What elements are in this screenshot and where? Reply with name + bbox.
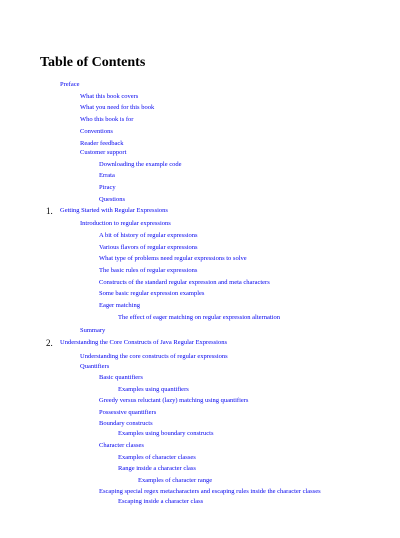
toc-link[interactable]: Introduction to regular expressions xyxy=(80,220,171,228)
toc-entry xyxy=(0,126,400,138)
toc-link-preface[interactable]: Preface xyxy=(60,81,80,88)
toc-entry xyxy=(0,170,400,182)
toc-entry xyxy=(0,475,400,487)
toc-link[interactable]: A bit of history of regular expressions xyxy=(99,231,198,239)
toc-entry xyxy=(0,182,400,194)
page-title: Table of Contents xyxy=(40,55,146,70)
toc-link[interactable]: Who this book is for xyxy=(80,116,134,124)
toc-entry xyxy=(0,362,400,372)
toc-link[interactable]: The basic rules of regular expressions xyxy=(99,266,198,274)
toc-entry xyxy=(0,463,400,475)
toc-entry xyxy=(0,440,400,452)
toc-entry-preface xyxy=(0,79,400,91)
toc-entry xyxy=(0,384,400,396)
toc-link[interactable]: Summary xyxy=(80,327,106,335)
toc-link[interactable]: Basic quantifiers xyxy=(99,374,143,381)
toc-link[interactable]: The effect of eager matching on regular expression alternation xyxy=(118,313,280,321)
toc-link[interactable]: Eager matching xyxy=(99,301,140,309)
toc-entry xyxy=(0,395,400,407)
toc-link[interactable]: Escaping inside a character class xyxy=(118,498,204,506)
chapter-number: 2. xyxy=(46,338,53,349)
toc-entry xyxy=(0,372,400,384)
toc-link[interactable]: Escaping special regex metacharacters and escaping rules inside the character classes xyxy=(99,487,321,495)
toc-entry xyxy=(0,496,400,508)
toc-entry xyxy=(0,253,400,265)
toc-entry xyxy=(0,487,400,497)
toc-entry xyxy=(0,147,400,159)
toc-entry xyxy=(0,452,400,464)
toc-entry xyxy=(0,407,400,419)
toc-link[interactable]: Examples using quantifiers xyxy=(118,385,189,393)
toc-entry xyxy=(0,159,400,171)
toc-link[interactable]: Conventions xyxy=(80,127,113,135)
toc-entry xyxy=(0,242,400,254)
toc-entry xyxy=(0,300,400,312)
toc-link[interactable]: Some basic regular expression examples xyxy=(99,290,205,298)
toc-entry xyxy=(0,351,400,363)
toc-link[interactable]: What this book covers xyxy=(80,92,139,100)
toc-entry xyxy=(0,277,400,289)
toc-link[interactable]: Examples using boundary constructs xyxy=(118,430,214,438)
toc-entry xyxy=(0,288,400,300)
toc-link[interactable]: Range inside a character class xyxy=(118,465,196,473)
toc-link[interactable]: Understanding the core constructs of regular expressions xyxy=(80,352,228,360)
toc-link[interactable]: Customer support xyxy=(80,149,127,157)
toc-entry xyxy=(0,419,400,429)
chapter-number: 1. xyxy=(46,206,53,217)
toc-chapter-2 xyxy=(0,337,400,350)
toc-chapter-1 xyxy=(0,205,400,218)
toc-entry xyxy=(0,325,400,337)
toc-entry xyxy=(0,91,400,103)
toc-link[interactable]: Downloading the example code xyxy=(99,160,182,168)
toc-entry xyxy=(0,218,400,230)
toc-link[interactable]: Greedy versus reluctant (lazy) matching using quantifiers xyxy=(99,397,249,405)
toc-link[interactable]: Errata xyxy=(99,172,115,180)
toc-link[interactable]: Constructs of the standard regular expression and meta characters xyxy=(99,278,270,286)
toc-link-chapter-2[interactable]: Understanding the Core Constructs of Java Regular Expressions xyxy=(60,339,227,347)
toc-link[interactable]: Various flavors of regular expressions xyxy=(99,243,198,251)
toc-link[interactable]: Possessive quantifiers xyxy=(99,409,157,417)
toc-link[interactable]: Piracy xyxy=(99,184,116,192)
toc-link[interactable]: What you need for this book xyxy=(80,104,155,112)
table-of-contents xyxy=(0,79,400,508)
toc-link[interactable]: Examples of character classes xyxy=(118,453,196,461)
toc-link[interactable]: Boundary constructs xyxy=(99,419,153,427)
toc-entry xyxy=(0,230,400,242)
toc-link[interactable]: Examples of character range xyxy=(138,477,213,485)
toc-entry xyxy=(0,265,400,277)
toc-link[interactable]: What type of problems need regular expressions to solve xyxy=(99,255,247,263)
toc-entry xyxy=(0,102,400,114)
toc-entry xyxy=(0,194,400,206)
toc-link[interactable]: Questions xyxy=(99,195,125,203)
toc-entry xyxy=(0,312,400,324)
toc-link-chapter-1[interactable]: Getting Started with Regular Expressions xyxy=(60,207,168,215)
toc-entry xyxy=(0,114,400,126)
toc-entry xyxy=(0,137,400,147)
toc-link[interactable]: Character classes xyxy=(99,442,144,450)
toc-link[interactable]: Quantifiers xyxy=(80,363,110,371)
toc-entry xyxy=(0,428,400,440)
toc-link[interactable]: Reader feedback xyxy=(80,140,124,148)
